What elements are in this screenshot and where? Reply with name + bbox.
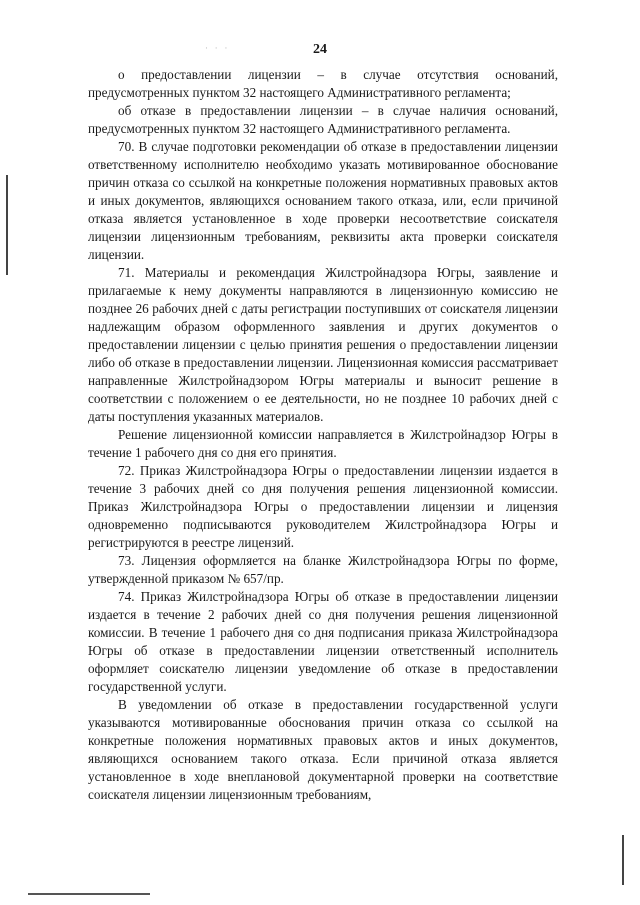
page-number: 24 [313,42,327,57]
paragraph-74: 74. Приказ Жилстройнадзора Югры об отказе в предоставлении лицензии издается в течение 2 рабочих дней со дня получения решения лицензионной комиссии. В течение 1 рабочего дня со дня подписания приказа Жилстройнадзора Югры об отказе в предоставлении лицензии ответственный исполнитель оформляет соискателю лицензии уведомление об отказе в предоставлении государственной услуги. [88,589,558,694]
paragraph-decision-grant: о предоставлении лицензии – в случае отсутствия оснований, предусмотренных пунктом 32 настоящего Административного регламента; [88,67,558,100]
scan-edge-mark-bottom [28,893,150,895]
document-body [88,66,558,804]
paragraph-decision-refuse: об отказе в предоставлении лицензии – в случае наличия оснований, предусмотренных пунктом 32 настоящего Административного регламента. [88,103,558,136]
paragraph-70: 70. В случае подготовки рекомендации об отказе в предоставлении лицензии ответственному исполнителю необходимо указать мотивированное обоснование причин отказа со ссылкой на конкретные положения нормативных правовых актов и иных документов, являющихся основанием такого отказа, или, если причиной отказа является установленное в ходе проверки несоответствие соискателя лицензии лицензионным требованиям, реквизиты акта проверки соискателя лицензии. [88,139,558,262]
scan-noise: · · · [205,44,230,54]
scan-edge-mark-left [6,175,8,275]
paragraph-refusal-notice: В уведомлении об отказе в предоставлении государственной услуги указываются мотивированные обоснования причин отказа со ссылкой на конкретные положения нормативных правовых актов и иных документов, являющихся основанием такого отказа. Если причиной отказа является установленное в ходе внеплановой документарной проверки на соответствие соискателя лицензии лицензионным требованиям, [88,697,558,802]
paragraph-73: 73. Лицензия оформляется на бланке Жилстройнадзора Югры по форме, утвержденной приказом № 657/пр. [88,553,558,586]
paragraph-71: 71. Материалы и рекомендация Жилстройнадзора Югры, заявление и прилагаемые к нему документы направляются в лицензионную комиссию не позднее 26 рабочих дней с даты регистрации поступивших от соискателя лицензии надлежащим образом оформленного заявления и других документов о предоставлении лицензии с целью принятия решения о предоставлении лицензии либо об отказе в предоставлении лицензии. Лицензионная комиссия рассматривает направленные Жилстройнадзором Югры материалы и выносит решение в соответствии с положением о ее деятельности, но не позднее 10 рабочих дней с даты поступления указанных материалов. [88,265,558,424]
paragraph-72: 72. Приказ Жилстройнадзора Югры о предоставлении лицензии издается в течение 3 рабочих дней со дня получения решения лицензионной комиссии. Приказ Жилстройнадзора Югры о предоставлении лицензии и лицензия одновременно подписываются руководителем Жилстройнадзора Югры и регистрируются в реестре лицензий. [88,463,558,550]
scan-edge-mark-right [622,835,624,885]
paragraph-commission-decision: Решение лицензионной комиссии направляется в Жилстройнадзор Югры в течение 1 рабочего дня со дня его принятия. [88,427,558,460]
